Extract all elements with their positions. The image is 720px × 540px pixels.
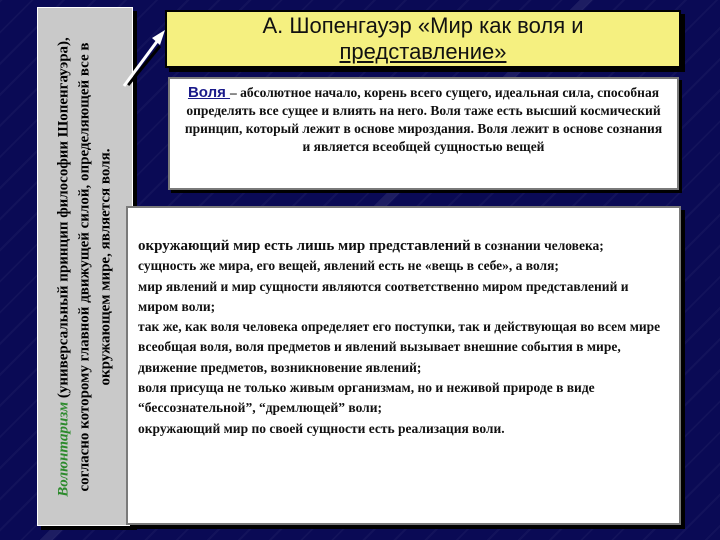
definition-text: – абсолютное начало, корень всего сущего, идеальная сила, способная определять все сущее и влиять на него. Воля таже есть высший космический принцип, который лежит в основе мироздания. Воля лежит в основе сознания и является всеобщей сущностью вещей bbox=[184, 85, 663, 154]
list-item: воля присуща не только живым организмам, но и неживой природе в виде “бессознательной”, “дремлющей” воли; bbox=[138, 380, 595, 416]
title-box bbox=[165, 10, 681, 68]
list-item: мир явлений и мир сущности являются соответственно миром представлений и миром воли; bbox=[138, 278, 629, 314]
volunteerism-description: (универсальный принцип философии Шопенгауэра), согласно которому главной движущей силой, определяющей все в окружающем мире, является воля. bbox=[55, 36, 114, 492]
first-thesis-tail: в сознании человека; bbox=[470, 238, 604, 253]
title-line-2: представление» bbox=[339, 39, 507, 64]
definition-term: Воля bbox=[187, 84, 231, 101]
volunteerism-panel bbox=[37, 7, 133, 526]
list-item bbox=[138, 236, 669, 256]
title-line-1: А. Шопенгауэр «Мир как воля и bbox=[262, 13, 584, 38]
page-title bbox=[262, 13, 583, 65]
volunteerism-text bbox=[54, 14, 117, 519]
list-item: сущность же мира, его вещей, явлений есть не «вещь в себе», а воля; bbox=[138, 258, 559, 274]
definition-box bbox=[168, 77, 679, 190]
list-item: окружающий мир по своей сущности есть реализация воли. bbox=[138, 420, 505, 436]
first-thesis-main: окружающий мир есть лишь мир представлений bbox=[138, 238, 471, 254]
theses-box bbox=[126, 206, 681, 525]
volunteerism-term: Волюнтаризм bbox=[55, 401, 72, 497]
list-item: так же, как воля человека определяет его поступки, так и действующая во всем мире всеобщая воля, воля предметов и явлений вызывает внешние события в мире, движение предметов, возникновение явлений; bbox=[138, 319, 661, 375]
